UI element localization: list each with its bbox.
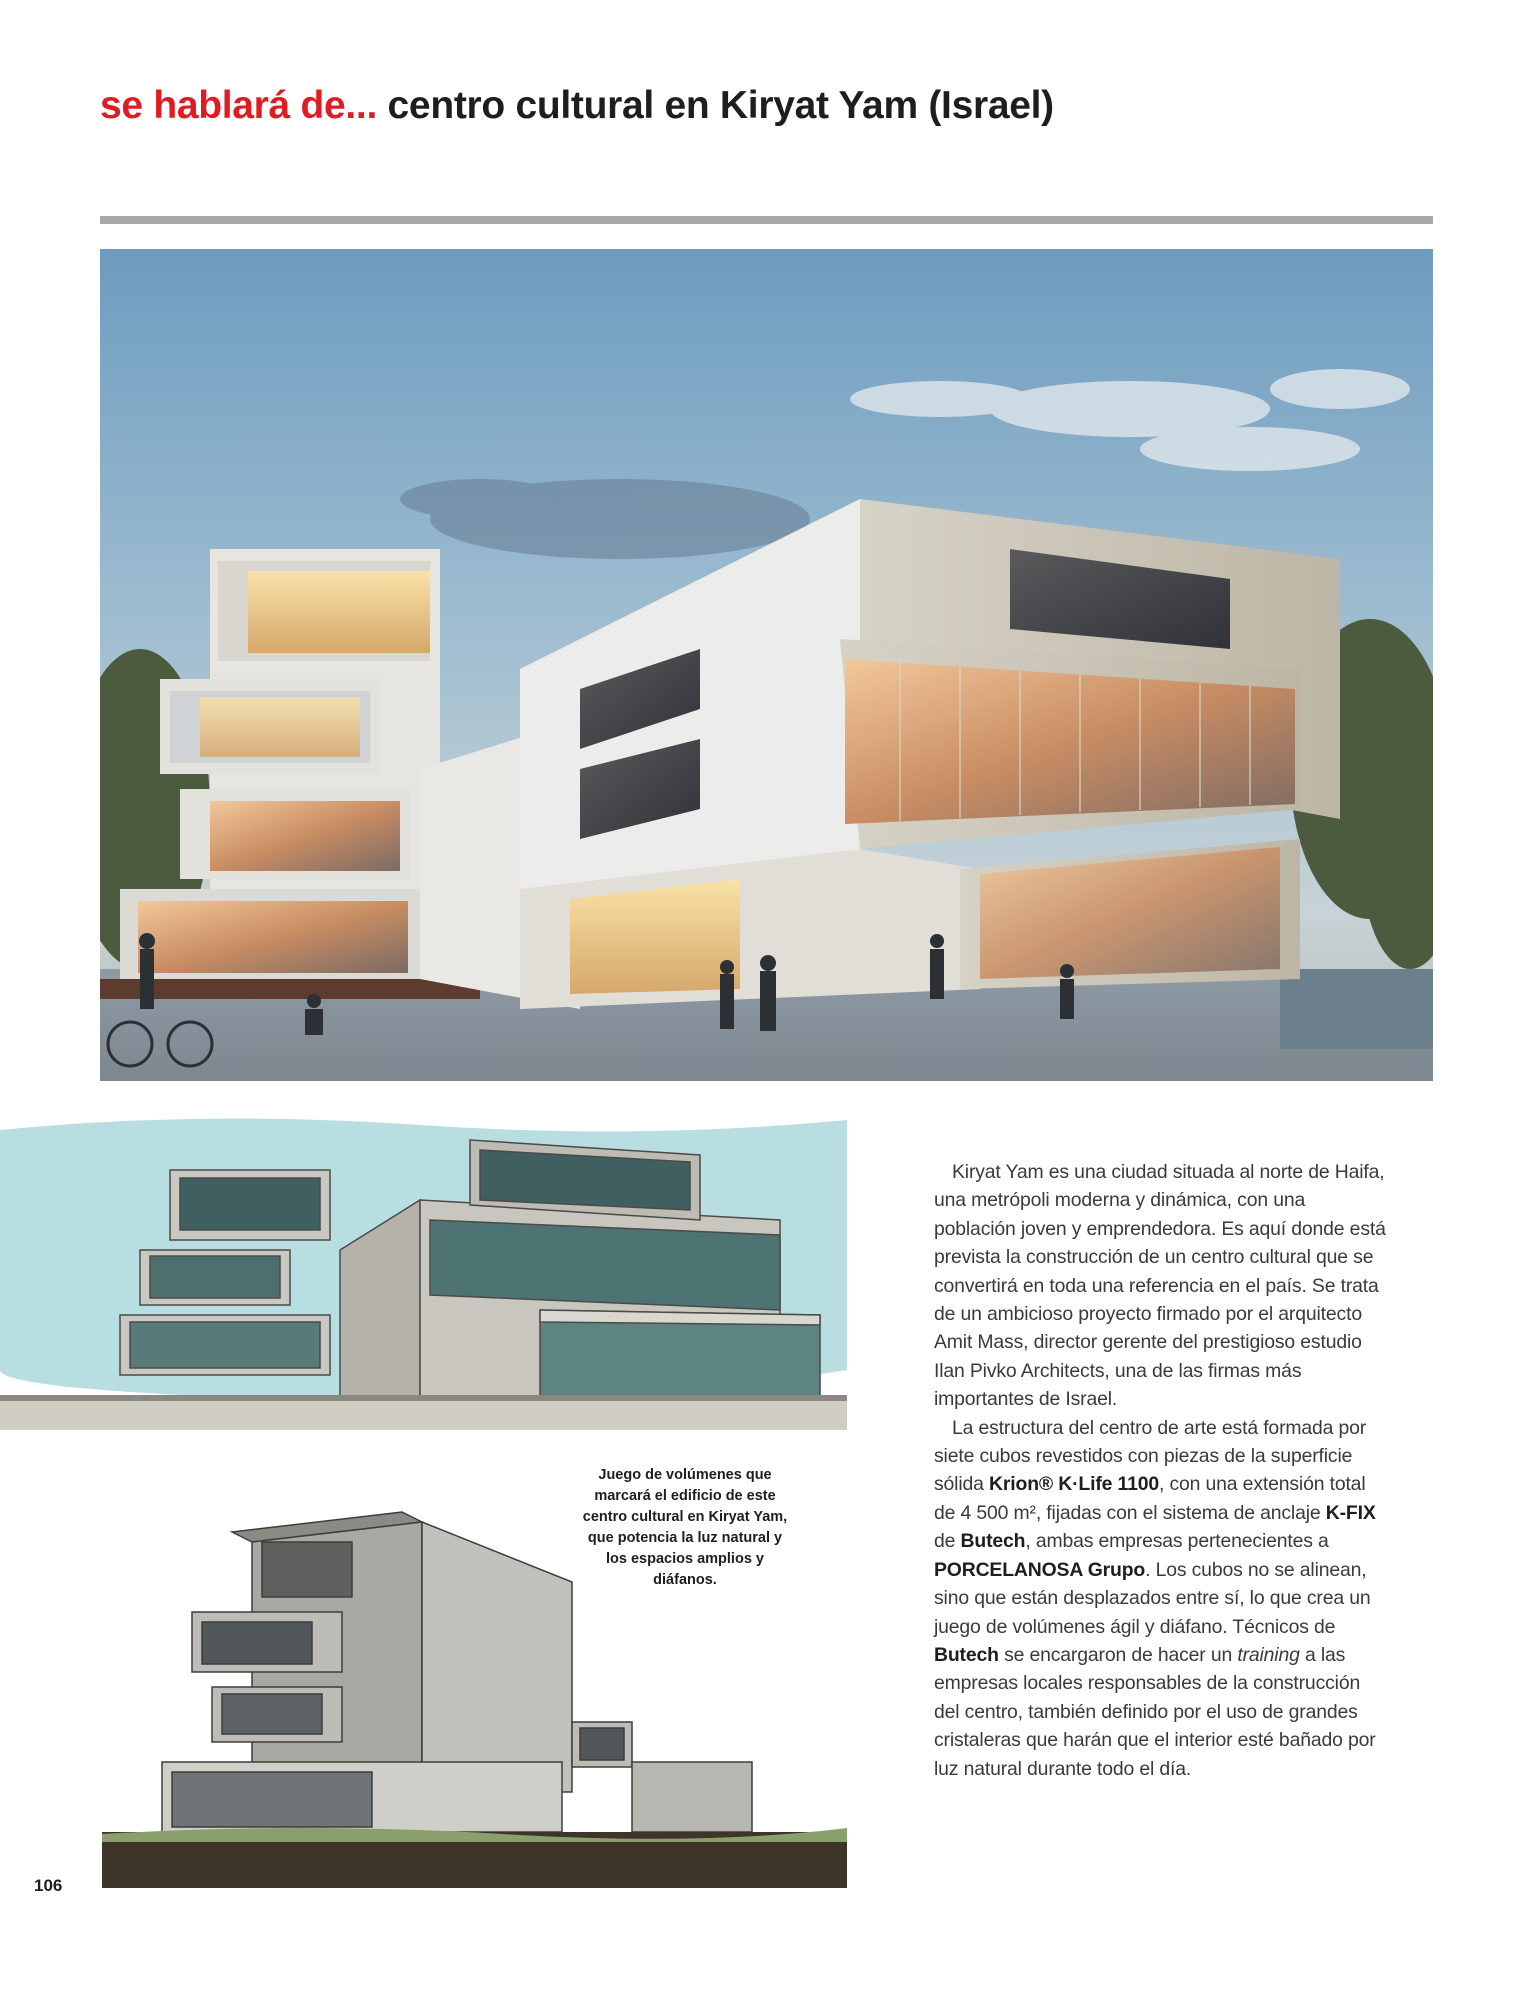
article-paragraph-1: Kiryat Yam es una ciudad situada al norte de Haifa, una metrópoli moderna y dinámica, con una población joven y emprendedora. Es aquí donde está prevista la construcción de un centro cultural que se convertirá en toda una referencia en el país. Se trata de un ambicioso proyecto firmado por el arquitecto Amit Mass, director gerente del prestigioso estudio Ilan Pivko Architects, una de las firmas más importantes de Israel. bbox=[934, 1161, 1386, 1411]
article-title: centro cultural en Kiryat Yam (Israel) bbox=[387, 84, 1054, 127]
page-number: 106 bbox=[34, 1876, 63, 1895]
section-kicker: se hablará de... bbox=[100, 84, 377, 127]
header-rule bbox=[100, 216, 1433, 224]
image-caption: Juego de volúmenes que marcará el edificio de este centro cultural en Kiryat Yam, que potencia la luz natural y los espacios amplios y diáfanos. bbox=[582, 1467, 788, 1588]
page-headline bbox=[100, 84, 1054, 128]
training-term: training bbox=[1237, 1643, 1300, 1666]
kfix-brand: K-FIX bbox=[1325, 1501, 1376, 1524]
porcelanosa-brand: PORCELANOSA Grupo bbox=[934, 1558, 1146, 1581]
butech-brand: Butech bbox=[960, 1530, 1026, 1553]
hero-render-image bbox=[100, 249, 1433, 1081]
sketch-render-perspective bbox=[0, 1110, 847, 1430]
krion-brand: Krion® K·Life 1100 bbox=[989, 1473, 1160, 1496]
article-body bbox=[934, 1158, 1390, 1783]
article-paragraph-2: La estructura del centro de arte está formada por siete cubos revestidos con piezas de la superficie sólida Krion® K·Life 1100, con una extensión total de 4 500 m², fijadas con el sistema de anclaje K-FIX de Butech, ambas empresas pertenecientes a PORCELANOSA Grupo. Los cubos no se alinean, sino que están desplazados entre sí, lo que crea un juego de volúmenes ágil y diáfano. Técnicos de Butech se encargaron de hacer un training a las empresas locales responsables de la construcción del centro, también definido por el uso de grandes cristaleras que harán que el interior esté bañado por luz natural durante todo el día. bbox=[934, 1416, 1376, 1780]
butech-brand-2: Butech bbox=[934, 1643, 999, 1666]
